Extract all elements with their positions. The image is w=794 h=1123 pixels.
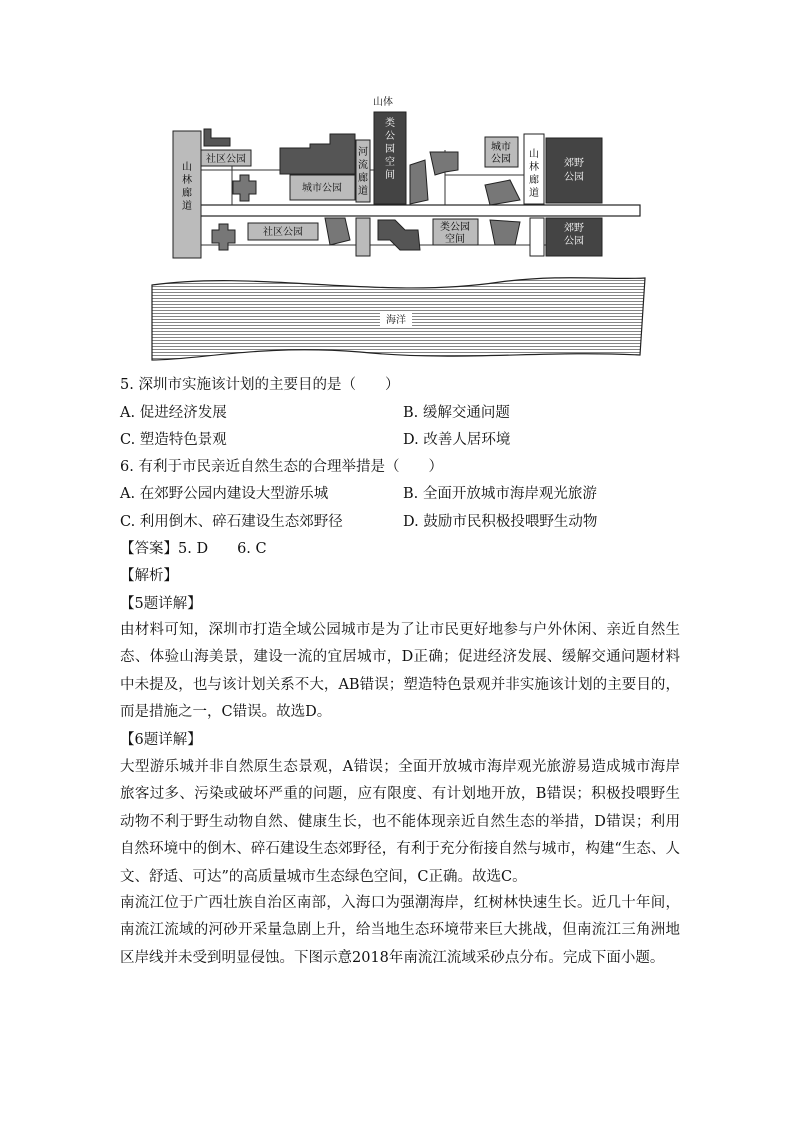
country-park-1-label: 郊野公园: [564, 158, 584, 183]
q6-option-c[interactable]: C. 利用倒木、碎石建设生态郊野径: [120, 514, 343, 530]
city-park-2-label: 城市公园: [491, 142, 511, 165]
quasi-park-bottom-label: 类公园空间: [440, 222, 470, 245]
q5-option-a[interactable]: A. 促进经济发展: [120, 405, 227, 421]
city-park-1-label: 城市公园: [302, 183, 342, 194]
quasi-park-top-label: 类公园空间: [385, 118, 395, 181]
q5-option-d[interactable]: D. 改善人居环境: [403, 432, 511, 448]
park-city-diagram: [0, 0, 794, 370]
cross-building-2: [212, 224, 235, 250]
next-material-paragraph: 南流江位于广西壮族自治区南部，入海口为强潮海岸，红树林快速生长。近几十年间，南流江流域的河砂开采量急剧上升，给当地生态环境带来巨大挑战，但南流江三角洲地区岸线并未受到明显侵蚀。下图示意2018年南流江流域采砂点分布。完成下面小题。: [120, 895, 680, 966]
q6-option-b[interactable]: B. 全面开放城市海岸观光旅游: [403, 486, 597, 502]
building-right-lower: [490, 220, 520, 245]
country-park-2-label: 郊野公园: [564, 223, 584, 247]
q5-stem: 5. 深圳市实施该计划的主要目的是（ ）: [120, 377, 400, 393]
q6-option-a[interactable]: A. 在郊野公园内建设大型游乐城: [120, 486, 329, 502]
road-main: [200, 205, 640, 216]
dark-shape-lower: [325, 218, 350, 245]
building-mid-2: [430, 152, 458, 175]
mountain-corridor-right-label: 山林廊道: [529, 149, 539, 199]
q6-stem: 6. 有利于市民亲近自然生态的合理举措是（ ）: [120, 459, 443, 475]
country-park-1: [546, 138, 602, 203]
q5-detail: 由材料可知，深圳市打造全域公园城市是为了让市民更好地参与户外休闲、亲近自然生态、体验山海美景，建设一流的宜居城市，D正确；促进经济发展、缓解交通问题材料中未提及，也与该计划关系不大，AB错误；塑造特色景观并非实施该计划的主要目的，而是措施之一，C错误。故选D。: [120, 622, 680, 721]
community-park-2-label: 社区公园: [263, 227, 303, 238]
ocean-label: 海洋: [386, 315, 406, 326]
cross-building-1: [233, 175, 256, 201]
community-park-1-label: 社区公园: [206, 154, 246, 165]
q5-option-c[interactable]: C. 塑造特色景观: [120, 432, 227, 448]
city-park-building: [280, 134, 355, 174]
q6-detail: 大型游乐城并非自然原生态景观，A错误；全面开放城市海岸观光旅游易造成城市海岸旅客过多、污染或破坏严重的问题，应有限度、有计划地开放，B错误；积极投喂野生动物不利于野生动物自然、健康生长，也不能体现亲近自然生态的举措，D错误；利用自然环境中的倒木、碎石建设生态郊野径，有利于充分衔接自然与城市，构建“生态、人文、舒适、可达”的高质量城市生态绿色空间，C正确。故选C。: [120, 759, 680, 885]
analysis-heading: 【解析】: [120, 568, 178, 584]
answer-line: 【答案】5. D 6. C: [120, 541, 267, 557]
q6-option-d[interactable]: D. 鼓励市民积极投喂野生动物: [403, 514, 598, 530]
mountain-corridor-right-lower: [530, 218, 544, 256]
river-corridor-lower: [356, 218, 370, 256]
mountain-corridor-left-label: 山林廊道: [182, 162, 192, 212]
mountain-label: 山体: [373, 97, 393, 108]
building-mid-1: [410, 160, 428, 204]
q5-detail-heading: 【5题详解】: [120, 596, 202, 612]
q5-option-b[interactable]: B. 缓解交通问题: [403, 405, 510, 421]
river-corridor-label: 河流廊道: [358, 147, 368, 197]
building-top-left: [204, 129, 230, 146]
building-right-mid: [485, 180, 520, 205]
q6-detail-heading: 【6题详解】: [120, 732, 202, 748]
